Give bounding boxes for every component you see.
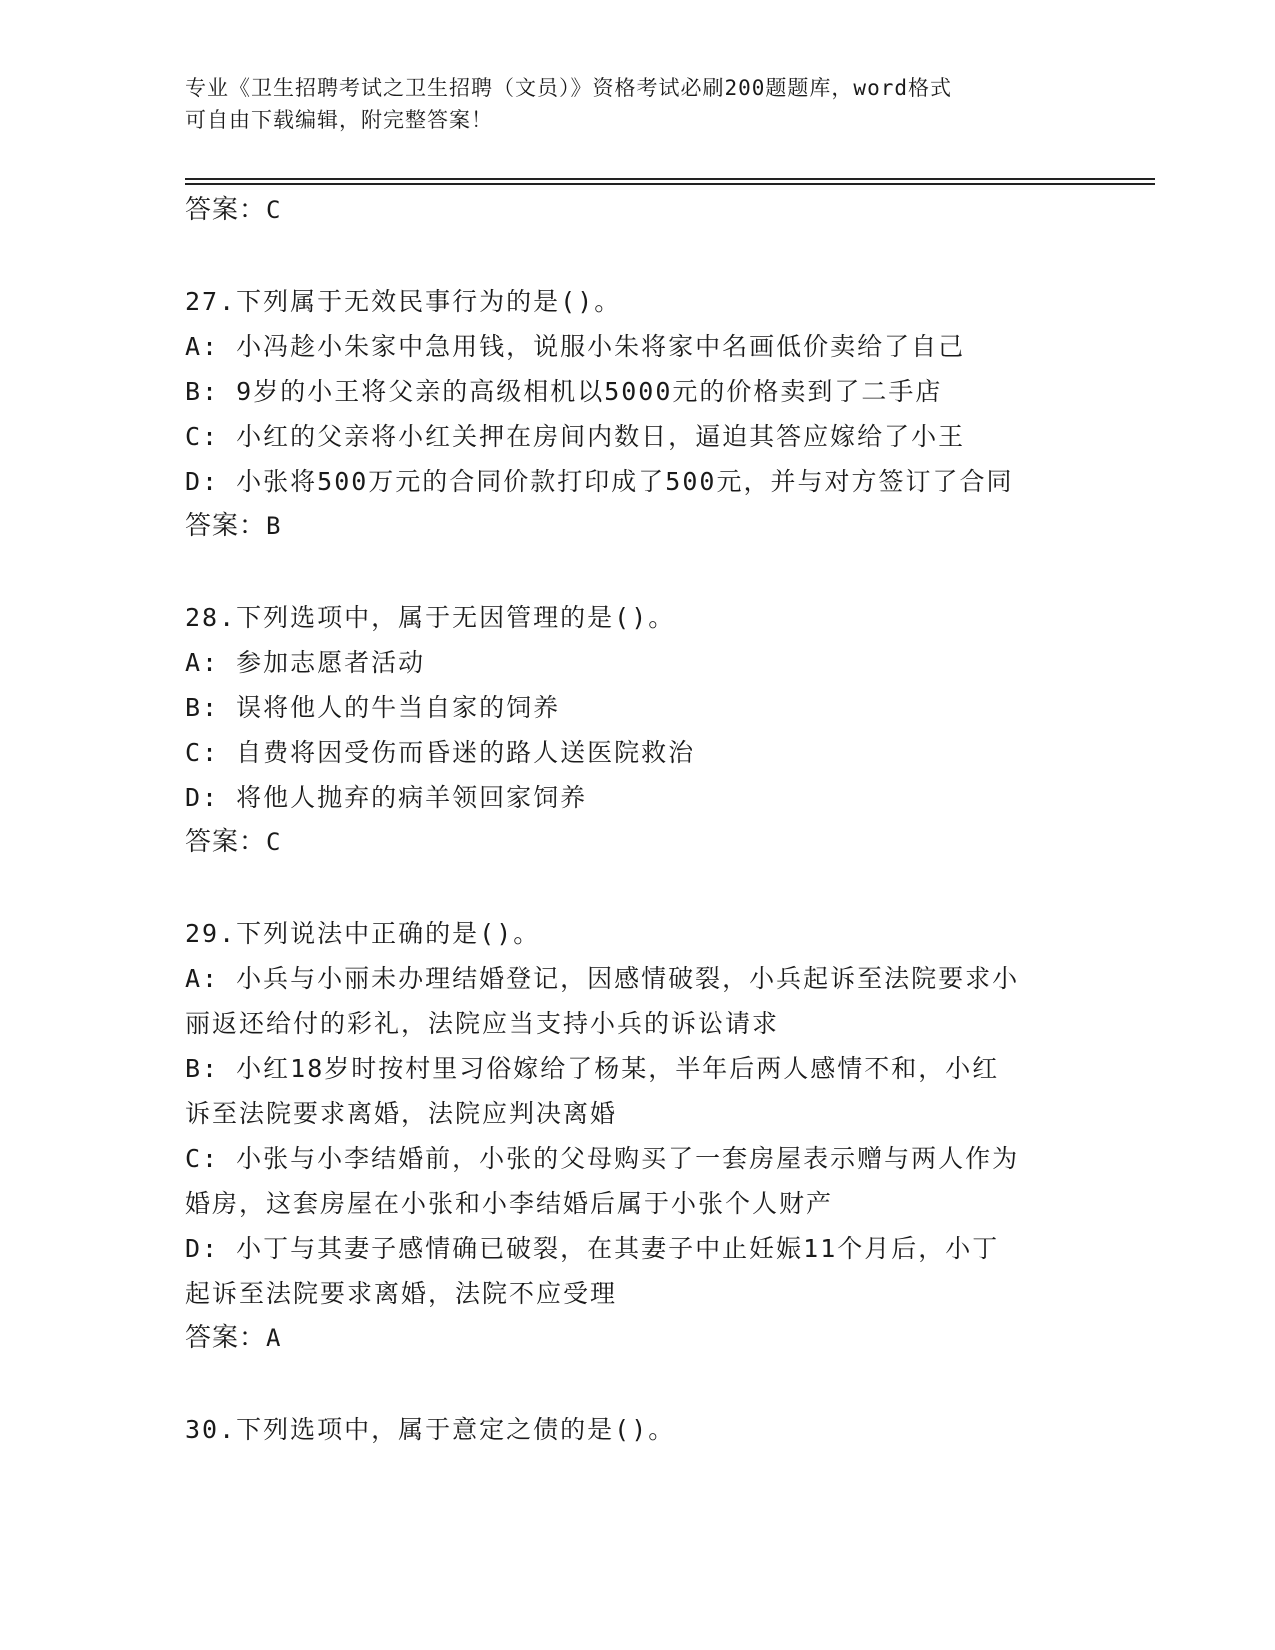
question-stem: 30.下列选项中，属于意定之债的是()。 (185, 1415, 676, 1444)
answer-value: C (266, 196, 282, 224)
question-29 (185, 911, 1085, 1361)
option-a: A: 小冯趁小朱家中急用钱，说服小朱将家中名画低价卖给了自己 (185, 332, 966, 361)
option-d: D: 小张将500万元的合同价款打印成了500元，并与对方签订了合同 (185, 467, 1014, 496)
answer-line (185, 504, 1085, 549)
option-d-continued: 起诉至法院要求离婚，法院不应受理 (185, 1279, 618, 1308)
question-30 (185, 1407, 1085, 1452)
answer-label: 答案： (185, 827, 267, 857)
document-header (185, 72, 1085, 136)
question-stem: 29.下列说法中正确的是()。 (185, 919, 541, 948)
header-line-2: 可自由下载编辑，附完整答案！ (185, 108, 493, 132)
option-a: A: 小兵与小丽未办理结婚登记，因感情破裂，小兵起诉至法院要求小 (185, 964, 1020, 993)
option-b: B: 小红18岁时按村里习俗嫁给了杨某，半年后两人感情不和，小红 (185, 1054, 1000, 1083)
header-rule-bottom (185, 183, 1155, 185)
option-a-continued: 丽返还给付的彩礼，法院应当支持小兵的诉讼请求 (185, 1009, 780, 1038)
header-line-1: 专业《卫生招聘考试之卫生招聘（文员）》资格考试必刷200题题库，word格式 (185, 76, 952, 100)
option-b-continued: 诉至法院要求离婚，法院应判决离婚 (185, 1099, 618, 1128)
answer-line (185, 188, 1085, 233)
option-b: B: 误将他人的牛当自家的饲养 (185, 693, 561, 722)
answer-line (185, 820, 1085, 865)
question-list (185, 188, 1085, 1452)
question-stem: 28.下列选项中，属于无因管理的是()。 (185, 603, 676, 632)
answer-line (185, 1316, 1085, 1361)
answer-label: 答案： (185, 1323, 267, 1353)
question-28 (185, 595, 1085, 865)
option-c: C: 自费将因受伤而昏迷的路人送医院救治 (185, 738, 696, 767)
answer-value: A (266, 1324, 282, 1352)
question-27 (185, 279, 1085, 549)
option-c-continued: 婚房，这套房屋在小张和小李结婚后属于小张个人财产 (185, 1189, 834, 1218)
answer-value: B (266, 512, 282, 540)
answer-value: C (266, 828, 282, 856)
answer-label: 答案： (185, 195, 267, 225)
question-stem: 27.下列属于无效民事行为的是()。 (185, 287, 622, 316)
option-d: D: 将他人抛弃的病羊领回家饲养 (185, 783, 588, 812)
option-b: B: 9岁的小王将父亲的高级相机以5000元的价格卖到了二手店 (185, 377, 943, 406)
option-c: C: 小红的父亲将小红关押在房间内数日，逼迫其答应嫁给了小王 (185, 422, 966, 451)
answer-label: 答案： (185, 511, 267, 541)
option-d: D: 小丁与其妻子感情确已破裂，在其妻子中止妊娠11个月后，小丁 (185, 1234, 1000, 1263)
header-rule-top (185, 178, 1155, 180)
option-a: A: 参加志愿者活动 (185, 648, 426, 677)
option-c: C: 小张与小李结婚前，小张的父母购买了一套房屋表示赠与两人作为 (185, 1144, 1020, 1173)
